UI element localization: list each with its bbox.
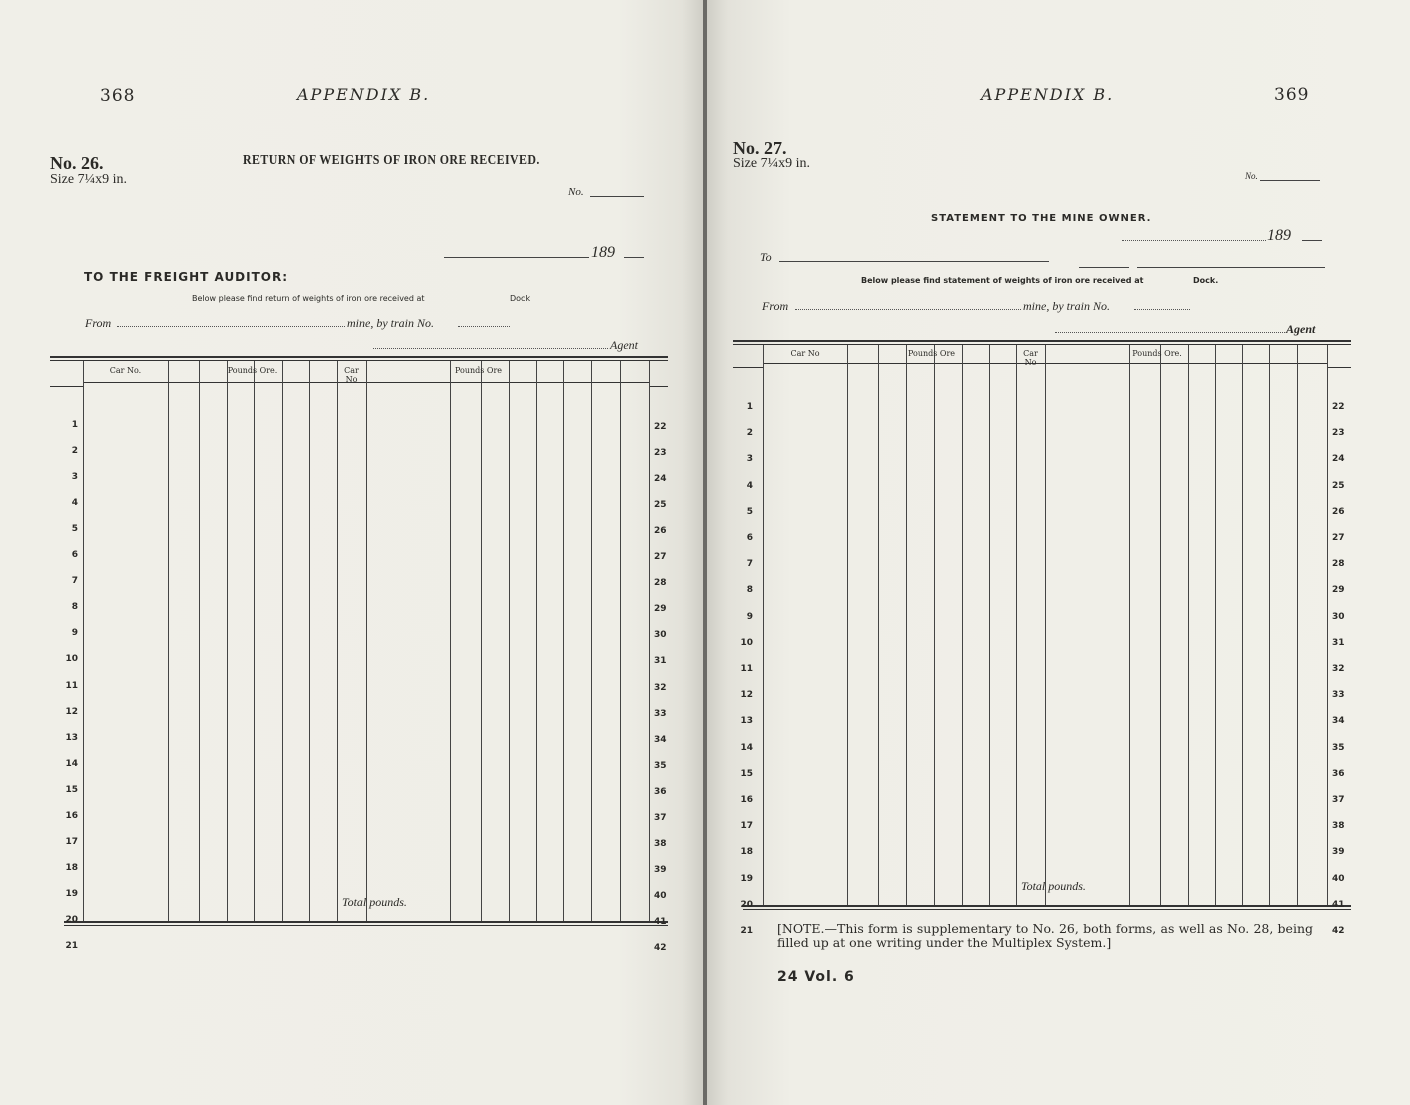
column-rule (509, 361, 510, 921)
row-number: 25 (1332, 480, 1345, 491)
train-line (458, 326, 510, 327)
column-rule (282, 361, 283, 921)
row-number: 27 (654, 552, 667, 563)
row-number: 17 (740, 821, 753, 832)
column-rule (199, 361, 200, 921)
row-number: 19 (65, 888, 78, 899)
row-number: 16 (740, 795, 753, 805)
form-number: No. 26. (50, 153, 104, 173)
table-bottom-rule (64, 921, 668, 923)
row-number: 41 (654, 916, 667, 927)
row-number: 15 (65, 784, 78, 795)
header-rule-left (733, 367, 763, 368)
row-number: 18 (740, 847, 753, 858)
row-number: 20 (740, 899, 753, 910)
weights-table (50, 356, 668, 953)
row-number: 6 (71, 550, 78, 561)
column-rule (878, 345, 879, 905)
column-rule (481, 361, 482, 921)
row-number: 16 (65, 810, 78, 821)
agent-line (1055, 332, 1285, 333)
column-header: Pounds Ore (454, 366, 503, 375)
date-suffix: 189 (1267, 227, 1291, 244)
column-header: Car No (1023, 348, 1038, 367)
row-number: 40 (654, 890, 667, 901)
row-number: 14 (65, 758, 78, 769)
column-rule (989, 345, 990, 905)
column-rule (168, 361, 169, 921)
to-line (779, 261, 1049, 262)
column-rule (337, 361, 338, 921)
mine-label: mine, by train No. (347, 316, 434, 330)
row-number: 33 (654, 708, 667, 719)
date-tail-line (1302, 240, 1322, 241)
column-rule (934, 345, 935, 905)
row-number: 3 (71, 472, 78, 483)
from-line (795, 309, 1021, 310)
page-number: 369 (1274, 85, 1310, 105)
date-tail-line (624, 257, 644, 258)
row-number: 24 (654, 474, 667, 485)
row-number: 7 (71, 576, 78, 587)
column-rule (563, 361, 564, 921)
row-number: 5 (71, 524, 78, 535)
row-number: 38 (654, 838, 667, 849)
mine-label: mine, by train No. (1023, 299, 1110, 313)
column-rule (450, 361, 451, 921)
to-label: To (760, 250, 772, 264)
row-number: 31 (1332, 637, 1345, 648)
dock-label: Dock. (1193, 276, 1219, 285)
row-number: 4 (71, 498, 78, 509)
column-rule (536, 361, 537, 921)
column-rule (1016, 345, 1017, 905)
column-rule (1269, 345, 1270, 905)
no-line (1260, 180, 1320, 181)
table-top-rule (733, 340, 1351, 342)
column-rule (254, 361, 255, 921)
row-number: 19 (740, 873, 753, 884)
row-number: 26 (1332, 506, 1345, 517)
from-label: From (762, 299, 789, 313)
below-text: Below please find return of weights of iron ore received at (192, 294, 425, 303)
row-number: 11 (65, 680, 78, 691)
row-number: 21 (65, 941, 78, 951)
form-size: Size 7¼x9 in. (50, 172, 127, 187)
row-number: 42 (1332, 926, 1345, 936)
row-number: 13 (65, 732, 78, 743)
row-number: 14 (740, 742, 753, 753)
form-size: Size 7¼x9 in. (733, 156, 810, 171)
column-rule (1242, 345, 1243, 905)
row-number: 5 (746, 506, 753, 517)
column-rule (906, 345, 907, 905)
no-line (590, 196, 644, 197)
table-bottom-rule-thin (64, 925, 668, 926)
table-top-rule-thin (733, 344, 1351, 345)
signature-mark: 24 Vol. 6 (777, 969, 855, 985)
row-number: 20 (65, 914, 78, 925)
table-bottom-rule-thin (743, 909, 1351, 910)
column-rule (1215, 345, 1216, 905)
form-title: STATEMENT TO THE MINE OWNER. (931, 213, 1152, 224)
date-line (444, 257, 589, 258)
row-number: 28 (654, 578, 667, 589)
header-rule-right (649, 386, 668, 387)
addressee: TO THE FREIGHT AUDITOR: (84, 270, 289, 284)
row-number: 27 (1332, 533, 1345, 543)
row-number: 25 (654, 500, 667, 511)
agent-line (373, 348, 608, 349)
to-line-2 (1079, 267, 1129, 268)
row-number: 10 (740, 637, 753, 648)
row-number: 8 (71, 602, 78, 613)
row-number: 41 (1332, 899, 1345, 910)
row-number: 1 (746, 402, 753, 412)
left-page (0, 0, 703, 1105)
total-pounds-label: Total pounds. (342, 895, 407, 909)
column-rule (1129, 345, 1130, 905)
column-rule (1188, 345, 1189, 905)
row-number: 39 (654, 864, 667, 875)
column-rule (366, 361, 367, 921)
row-number: 18 (65, 862, 78, 873)
no-label: No. (1245, 171, 1258, 181)
column-rule (962, 345, 963, 905)
agent-label: Agent (1286, 322, 1316, 336)
row-number: 40 (1332, 873, 1345, 884)
right-page (707, 0, 1410, 1105)
row-number: 33 (1332, 690, 1345, 701)
running-head: APPENDIX B. (297, 85, 431, 104)
column-rule (83, 361, 84, 921)
column-rule (847, 345, 848, 905)
row-number: 15 (740, 768, 753, 779)
row-number: 12 (65, 706, 78, 717)
row-number: 2 (71, 446, 78, 457)
row-number: 26 (654, 526, 667, 537)
row-number: 12 (740, 690, 753, 701)
column-rule (1327, 345, 1328, 905)
row-number: 24 (1332, 454, 1345, 465)
row-number: 3 (746, 454, 753, 465)
row-number: 9 (746, 611, 753, 622)
total-pounds-label: Total pounds. (1021, 879, 1086, 893)
column-rule (591, 361, 592, 921)
row-number: 37 (1332, 795, 1345, 805)
row-number: 36 (654, 786, 667, 797)
row-number: 30 (1332, 611, 1345, 622)
header-rule-left (50, 386, 83, 387)
row-number: 8 (746, 585, 753, 596)
row-number: 31 (654, 656, 667, 667)
column-header: Car No. (109, 366, 142, 375)
row-number: 21 (740, 926, 753, 936)
row-number: 32 (1332, 664, 1345, 674)
row-number: 34 (1332, 716, 1345, 727)
column-rule (763, 345, 764, 905)
column-rule (1297, 345, 1298, 905)
table-bottom-rule (743, 905, 1351, 907)
row-number: 6 (746, 533, 753, 543)
row-number: 4 (746, 480, 753, 491)
row-number: 13 (740, 716, 753, 727)
to-line-3 (1137, 267, 1325, 268)
running-head: APPENDIX B. (981, 85, 1115, 104)
row-number: 38 (1332, 821, 1345, 832)
from-line (117, 326, 345, 327)
row-number: 17 (65, 836, 78, 847)
row-number: 2 (746, 428, 753, 439)
row-number: 29 (1332, 585, 1345, 596)
form-title: RETURN OF WEIGHTS OF IRON ORE RECEIVED. (243, 153, 540, 168)
row-number: 7 (746, 559, 753, 570)
column-rule (227, 361, 228, 921)
row-number: 39 (1332, 847, 1345, 858)
column-header: Pounds Ore. (1132, 348, 1182, 358)
column-rule (1045, 345, 1046, 905)
table-top-rule (50, 356, 668, 358)
column-header: Car No (790, 348, 820, 358)
row-number: 28 (1332, 559, 1345, 570)
below-text: Below please find statement of weights of iron ore received at (861, 276, 1144, 285)
column-header: Car No (344, 366, 359, 384)
column-header: Pounds Ore. (227, 366, 278, 375)
row-number: 37 (654, 812, 667, 823)
from-label: From (85, 316, 112, 330)
header-rule-right (1327, 367, 1351, 368)
table-top-rule-thin (50, 360, 668, 361)
row-number: 32 (654, 682, 667, 693)
page-number: 368 (100, 86, 136, 106)
footnote: [NOTE.—This form is supplementary to No. 26, both forms, as well as No. 28, being filled up at one writing under the Multiplex System.] (777, 921, 1313, 950)
row-number: 42 (654, 943, 667, 953)
row-number: 1 (71, 420, 78, 430)
agent-label: Agent (610, 338, 638, 352)
column-header: Pounds Ore (907, 348, 956, 358)
date-line (1122, 240, 1266, 241)
no-label: No. (568, 186, 584, 198)
row-number: 29 (654, 604, 667, 615)
row-number: 22 (1332, 402, 1345, 412)
row-number: 22 (654, 422, 667, 432)
row-number: 23 (1332, 428, 1345, 439)
column-rule (309, 361, 310, 921)
row-number: 9 (71, 628, 78, 639)
dock-label: Dock (510, 294, 531, 303)
column-rule (1160, 345, 1161, 905)
row-number: 36 (1332, 768, 1345, 779)
row-number: 35 (1332, 742, 1345, 753)
row-number: 23 (654, 448, 667, 459)
row-number: 10 (65, 654, 78, 665)
row-number: 34 (654, 734, 667, 745)
column-rule (649, 361, 650, 921)
column-rule (620, 361, 621, 921)
row-number: 30 (654, 630, 667, 641)
form-number: No. 27. (733, 138, 787, 158)
row-number: 11 (740, 664, 753, 674)
row-number: 35 (654, 760, 667, 771)
train-line (1134, 309, 1190, 310)
date-suffix: 189 (591, 244, 615, 261)
